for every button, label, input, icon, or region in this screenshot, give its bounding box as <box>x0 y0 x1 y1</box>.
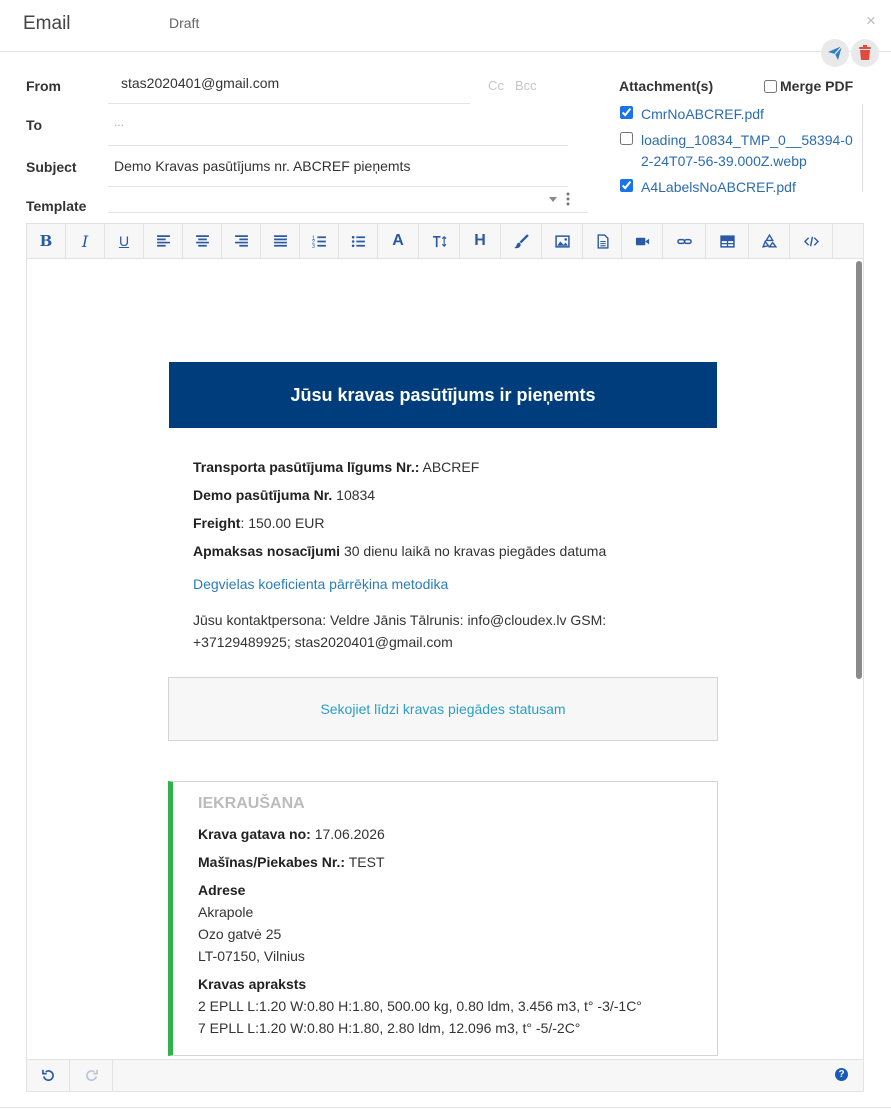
email-editor[interactable] <box>26 259 864 1059</box>
bcc-button[interactable]: Bcc <box>515 78 537 93</box>
email-banner: Jūsu kravas pasūtījums ir pieņemts <box>169 362 717 428</box>
fuel-coefficient-link[interactable]: Degvielas koeficienta pārrēķina metodika <box>193 576 449 592</box>
ready-label: Krava gatava no: <box>198 826 311 842</box>
align-right-button[interactable] <box>222 224 261 258</box>
subject-divider <box>108 186 568 187</box>
address-label: Adrese <box>198 882 246 898</box>
video-button[interactable] <box>622 224 663 258</box>
ready-value: 17.06.2026 <box>310 826 385 842</box>
template-select[interactable] <box>108 188 588 212</box>
dialog-header <box>0 0 891 52</box>
merge-pdf-label: Merge PDF <box>780 78 854 94</box>
contract-label: Transporta pasūtījuma līgums Nr.: <box>193 459 420 475</box>
align-center-icon <box>195 234 210 249</box>
code-icon <box>804 234 819 249</box>
to-field[interactable]: ... <box>114 115 125 129</box>
attachment-item <box>619 177 855 198</box>
attachment-link[interactable]: CmrNoABCREF.pdf <box>641 106 764 122</box>
merge-pdf-toggle[interactable] <box>764 78 853 94</box>
svg-text:1: 1 <box>311 234 315 241</box>
align-center-button[interactable] <box>183 224 222 258</box>
unordered-list-icon <box>351 234 366 249</box>
draft-status: Draft <box>169 15 200 31</box>
align-right-icon <box>234 234 249 249</box>
subject-field[interactable]: Demo Kravas pasūtījums nr. ABCREF pieņemts <box>114 158 411 174</box>
more-vertical-icon[interactable] <box>566 192 570 206</box>
redo-icon <box>85 1069 98 1082</box>
ordered-list-button[interactable] <box>300 224 339 258</box>
send-icon <box>827 45 843 61</box>
freight-value: : 150.00 EUR <box>240 515 325 531</box>
align-justify-icon <box>273 234 288 249</box>
contract-line <box>193 459 479 475</box>
payment-value: 30 dienu laikā no kravas piegādes datuma <box>340 543 607 559</box>
image-icon <box>555 234 570 249</box>
order-label: Demo pasūtījuma Nr. <box>193 487 333 503</box>
trash-icon <box>858 45 872 61</box>
link-icon <box>677 234 692 249</box>
loading-heading: IEKRAUŠANA <box>198 795 305 812</box>
contract-value: ABCREF <box>419 459 480 475</box>
ordered-list-icon <box>312 234 327 249</box>
delete-button[interactable] <box>851 39 879 67</box>
from-field[interactable]: stas2020401@gmail.com <box>121 75 280 91</box>
link-button[interactable] <box>663 224 706 258</box>
to-divider <box>108 145 568 146</box>
image-button[interactable] <box>542 224 583 258</box>
heading-button[interactable] <box>460 224 501 258</box>
redo-button[interactable] <box>70 1060 113 1091</box>
bold-icon: B <box>39 232 53 250</box>
code-view-button[interactable] <box>790 224 833 258</box>
address-line: Akrapole <box>198 904 254 920</box>
underline-icon: U <box>118 233 130 249</box>
freight-line <box>193 515 325 531</box>
attachment-checkbox[interactable] <box>620 132 633 145</box>
attachment-item <box>619 104 855 125</box>
payment-line <box>193 543 606 559</box>
address-line: LT-07150, Vilnius <box>198 948 305 964</box>
vehicle-line <box>198 854 385 870</box>
table-button[interactable] <box>706 224 749 258</box>
from-divider <box>108 103 470 104</box>
attachments-label: Attachment(s) <box>619 78 714 94</box>
attachment-checkbox[interactable] <box>620 179 633 192</box>
close-icon[interactable]: × <box>866 11 876 30</box>
unordered-list-button[interactable] <box>339 224 378 258</box>
contact-info: Jūsu kontaktpersona: Veldre Jānis Tālrunis: info@cloudex.lv GSM: +37129489925; stas2020401@gmail.com <box>193 612 607 650</box>
editor-scrollbar[interactable] <box>856 261 862 679</box>
footer-divider <box>0 1107 891 1108</box>
align-justify-button[interactable] <box>261 224 300 258</box>
table-icon <box>720 234 735 249</box>
order-value: 10834 <box>332 487 376 503</box>
loading-card <box>168 781 718 1056</box>
subject-label: Subject <box>26 159 77 175</box>
brush-icon <box>514 234 529 249</box>
italic-button[interactable] <box>66 224 105 258</box>
recycle-icon <box>762 234 777 249</box>
help-icon[interactable]: ? <box>835 1068 848 1081</box>
vehicle-value: TEST <box>345 854 385 870</box>
brush-button[interactable] <box>501 224 542 258</box>
attachment-checkbox[interactable] <box>620 106 633 119</box>
to-label: To <box>26 117 43 133</box>
attachment-link[interactable]: A4LabelsNoABCREF.pdf <box>641 179 796 195</box>
align-left-button[interactable] <box>144 224 183 258</box>
editor-statusbar <box>26 1059 864 1092</box>
merge-pdf-checkbox[interactable] <box>764 80 777 93</box>
cargo-line: 2 EPLL L:1.20 W:0.80 H:1.80, 500.00 kg, 0.80 ldm, 3.456 m3, t° -3/-1C° <box>198 998 642 1014</box>
template-label: Template <box>26 198 87 214</box>
template-divider <box>108 212 588 213</box>
cargo-label: Kravas apraksts <box>198 976 307 992</box>
attachment-list <box>619 104 855 203</box>
editor-toolbar <box>26 223 864 259</box>
document-icon <box>595 234 610 249</box>
document-button[interactable] <box>583 224 622 258</box>
svg-text:2: 2 <box>311 239 315 246</box>
underline-button[interactable] <box>105 224 144 258</box>
align-left-icon <box>156 234 171 249</box>
cargo-line: 7 EPLL L:1.20 W:0.80 H:1.80, 2.80 ldm, 12.096 m3, t° -5/-2C° <box>198 1020 581 1036</box>
video-icon <box>635 234 650 249</box>
undo-icon <box>42 1069 55 1082</box>
payment-label: Apmaksas nosacījumi <box>193 543 341 559</box>
attachment-link[interactable]: loading_10834_TMP_0__58394-02-24T07-56-39.000Z.webp <box>641 132 853 169</box>
heading-icon: H <box>474 232 486 249</box>
bold-button[interactable] <box>27 224 66 258</box>
ready-line <box>198 826 385 842</box>
undo-button[interactable] <box>27 1060 70 1091</box>
attachment-item <box>619 130 855 172</box>
chevron-down-icon <box>549 197 557 202</box>
dialog-title: Email <box>23 13 71 34</box>
italic-icon: I <box>81 231 89 251</box>
vehicle-label: Mašīnas/Piekabes Nr.: <box>198 854 346 870</box>
cc-button[interactable]: Cc <box>488 78 504 93</box>
attachments-scrollbar[interactable] <box>862 104 863 192</box>
clear-format-button[interactable] <box>749 224 790 258</box>
font-size-button[interactable] <box>419 224 460 258</box>
from-label: From <box>26 78 61 94</box>
send-button[interactable] <box>821 39 849 67</box>
font-color-icon: A <box>392 232 404 249</box>
svg-text:3: 3 <box>311 243 315 249</box>
address-line: Ozo gatvė 25 <box>198 926 282 942</box>
tracking-link[interactable]: Sekojiet līdzi kravas piegādes statusam <box>320 701 566 717</box>
tracking-box <box>168 677 718 741</box>
freight-label: Freight <box>193 515 241 531</box>
font-color-button[interactable] <box>378 224 419 258</box>
order-line <box>193 487 375 503</box>
font-size-icon <box>432 234 447 249</box>
